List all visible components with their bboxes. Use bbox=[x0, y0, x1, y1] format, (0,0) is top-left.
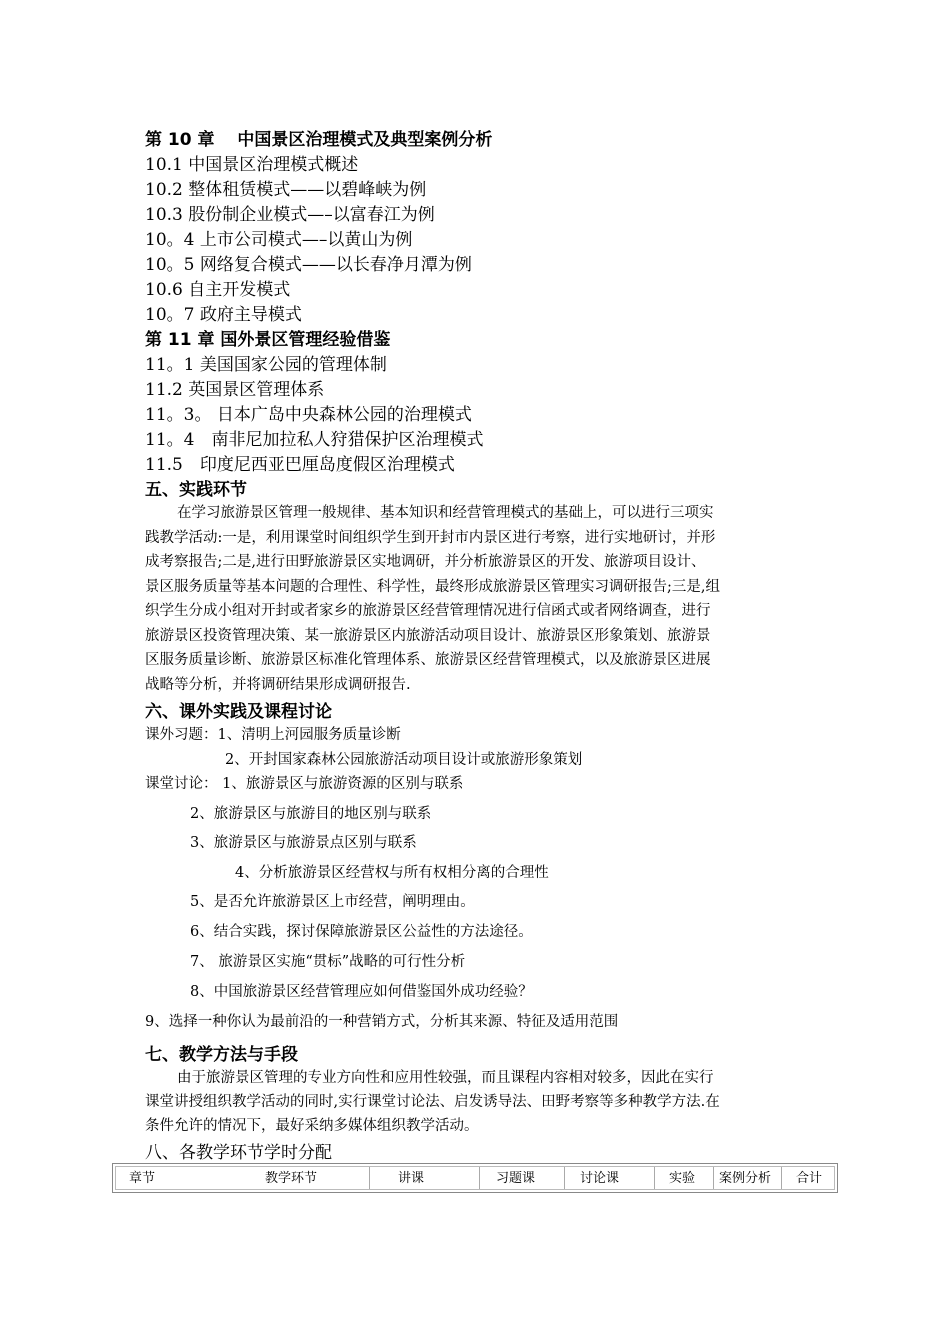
chapter-10-item-2: 10.2 整体租赁模式——以碧峰峡为例 bbox=[145, 180, 427, 200]
section-5-line-4: 景区服务质量等基本问题的合理性、科学性，最终形成旅游景区管理实习调研报告;三是,组 bbox=[145, 579, 720, 595]
discussion-row-1 bbox=[145, 772, 463, 793]
discussion-item-9: 9、选择一种你认为最前沿的一种营销方式，分析其来源、特征及适用范围 bbox=[145, 1014, 619, 1030]
discussion-item-6: 6、结合实践，探讨保障旅游景区公益性的方法途径。 bbox=[190, 924, 533, 940]
col-lecture: 讲课 bbox=[398, 1171, 425, 1186]
chapter-11-item-1: 11。1 美国国家公园的管理体制 bbox=[145, 355, 387, 375]
section-5-line-7: 区服务质量诊断、旅游景区标准化管理体系、旅游景区经营管理模式，以及旅游景区进展 bbox=[145, 652, 711, 668]
col-chapter: 章节 bbox=[129, 1171, 156, 1186]
discussion-item-8: 8、中国旅游景区经营管理应如何借鉴国外成功经验？ bbox=[190, 984, 533, 1000]
discussion-item-3: 3、旅游景区与旅游景点区别与联系 bbox=[190, 835, 417, 851]
col-case-analysis: 案例分析 bbox=[719, 1171, 772, 1186]
section-5-line-3: 成考察报告;二是,进行田野旅游景区实地调研，并分析旅游景区的开发、旅游项目设计、 bbox=[145, 554, 706, 570]
discussion-item-5: 5、是否允许旅游景区上市经营，阐明理由。 bbox=[190, 894, 475, 910]
col-exercise: 习题课 bbox=[496, 1171, 536, 1186]
chapter-11-title: 第 11 章 国外景区管理经验借鉴 bbox=[145, 330, 391, 350]
section-5-heading: 五、实践环节 bbox=[145, 480, 247, 500]
discussion-item-1: 1、旅游景区与旅游资源的区别与联系 bbox=[222, 776, 464, 792]
section-5-line-8: 战略等分析，并将调研结果形成调研报告. bbox=[145, 677, 411, 693]
section-7-line-1: 由于旅游景区管理的专业方向性和应用性较强，而且课程内容相对较多，因此在实行 bbox=[177, 1070, 714, 1086]
section-5-line-5: 织学生分成小组对开封或者家乡的旅游景区经营管理情况进行信函式或者网络调查，进行 bbox=[145, 603, 711, 619]
chapter-10-item-7: 10。7 政府主导模式 bbox=[145, 305, 302, 325]
chapter-10-item-6: 10.6 自主开发模式 bbox=[145, 280, 291, 300]
section-5-line-6: 旅游景区投资管理决策、某一旅游景区内旅游活动项目设计、旅游景区形象策划、旅游景 bbox=[145, 628, 711, 644]
chapter-11-item-5: 11.5 印度尼西亚巴厘岛度假区治理模式 bbox=[145, 455, 455, 475]
col-divider bbox=[654, 1167, 655, 1189]
exercise-item-1: 1、清明上河园服务质量诊断 bbox=[217, 727, 401, 743]
discussion-item-7: 7、 旅游景区实施“贯标”战略的可行性分析 bbox=[190, 954, 466, 970]
col-experiment: 实验 bbox=[669, 1171, 696, 1186]
col-divider bbox=[781, 1167, 782, 1189]
exercise-row-1 bbox=[145, 723, 401, 744]
col-total: 合计 bbox=[796, 1171, 823, 1186]
section-7-heading: 七、教学方法与手段 bbox=[145, 1045, 298, 1065]
section-5-line-2: 践教学活动:一是，利用课堂时间组织学生到开封市内景区进行考察，进行实地研讨，并形 bbox=[145, 530, 716, 546]
col-divider bbox=[713, 1167, 714, 1189]
section-7-line-3: 条件允许的情况下，最好采纳多媒体组织教学活动。 bbox=[145, 1118, 479, 1134]
section-6-heading: 六、课外实践及课程讨论 bbox=[145, 702, 332, 722]
chapter-11-item-4: 11。4 南非尼加拉私人狩猎保护区治理模式 bbox=[145, 430, 484, 450]
schedule-table-header bbox=[112, 1163, 838, 1193]
chapter-10-item-1: 10.1 中国景区治理模式概述 bbox=[145, 155, 359, 175]
discussion-label: 课堂讨论： bbox=[145, 776, 218, 792]
col-teaching-step: 教学环节 bbox=[265, 1171, 318, 1186]
chapter-10-item-4: 10。4 上市公司模式—–以黄山为例 bbox=[145, 230, 413, 250]
exercise-item-2: 2、开封国家森林公园旅游活动项目设计或旅游形象策划 bbox=[225, 752, 583, 768]
col-divider bbox=[479, 1167, 480, 1189]
exercise-label: 课外习题： bbox=[145, 727, 218, 743]
col-divider bbox=[369, 1167, 370, 1189]
discussion-item-4: 4、分析旅游景区经营权与所有权相分离的合理性 bbox=[235, 865, 549, 881]
chapter-10-item-3: 10.3 股份制企业模式—–以富春江为例 bbox=[145, 205, 435, 225]
chapter-10-item-5: 10。5 网络复合模式——以长春净月潭为例 bbox=[145, 255, 472, 275]
section-7-line-2: 课堂讲授组织教学活动的同时,实行课堂讨论法、启发诱导法、田野考察等多种教学方法.在 bbox=[145, 1094, 720, 1110]
col-discussion: 讨论课 bbox=[580, 1171, 620, 1186]
chapter-11-item-2: 11.2 英国景区管理体系 bbox=[145, 380, 325, 400]
section-8-heading: 八、各教学环节学时分配 bbox=[145, 1143, 332, 1163]
discussion-item-2: 2、旅游景区与旅游目的地区别与联系 bbox=[190, 806, 432, 822]
chapter-10-title: 第 10 章 中国景区治理模式及典型案例分析 bbox=[145, 130, 493, 150]
section-5-line-1: 在学习旅游景区管理一般规律、基本知识和经营管理模式的基础上，可以进行三项实 bbox=[177, 505, 714, 521]
col-divider bbox=[564, 1167, 565, 1189]
chapter-11-item-3: 11。3。 日本广岛中央森林公园的治理模式 bbox=[145, 405, 472, 425]
